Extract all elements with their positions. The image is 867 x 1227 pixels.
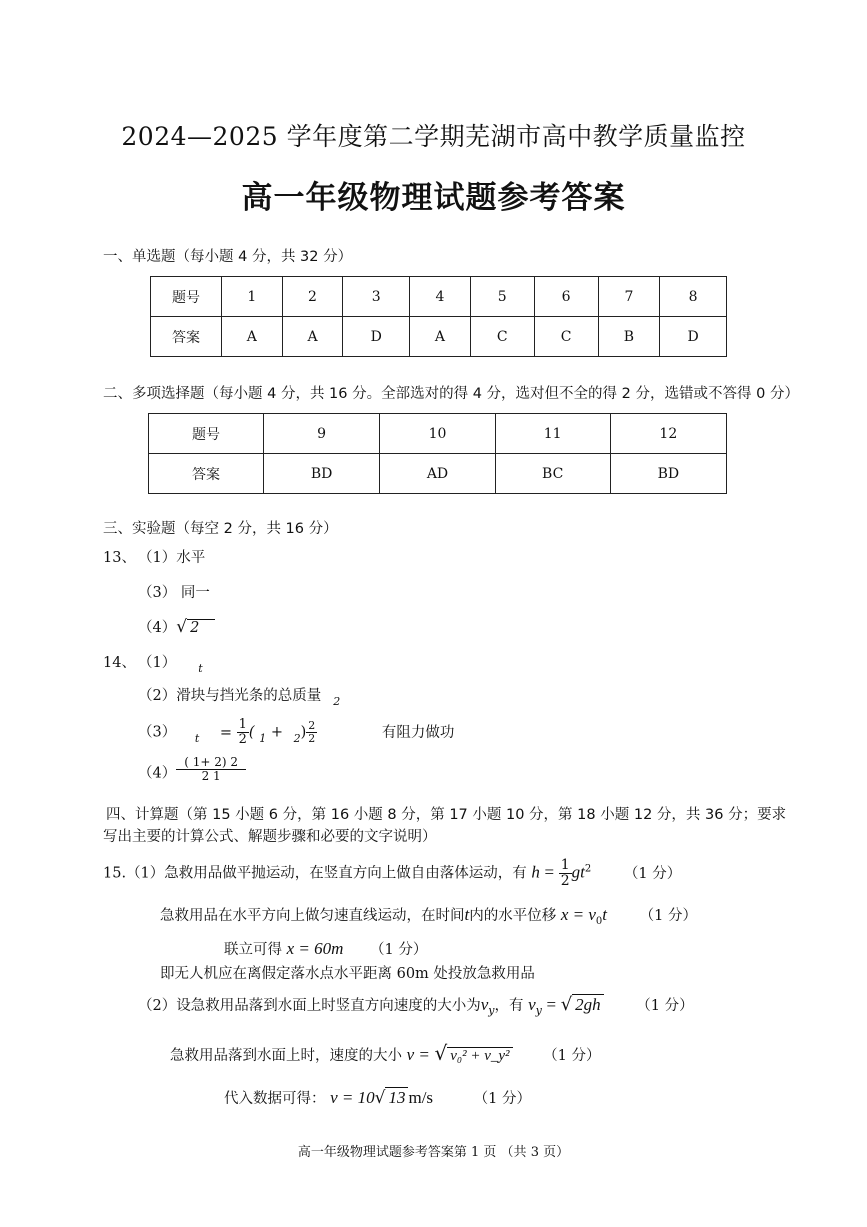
q14-answer-4-frac (176, 756, 246, 783)
row-label: 题号 (149, 414, 264, 454)
q14-answer-3-plus: + (270, 724, 283, 741)
multi-choice-table (148, 413, 727, 494)
q15-p1-h: h (531, 862, 540, 882)
q15-p7-text: 代入数据可得： (224, 1091, 326, 1107)
row-label: 答案 (149, 454, 264, 494)
question-number: 1 (222, 277, 283, 317)
q13-answer-3: （3） 同一 (138, 585, 210, 601)
q14-answer-3-sub-t: t (194, 731, 200, 745)
q14-answer-3-eq: = (219, 724, 233, 741)
q15-p5-text2: ，有 (494, 998, 524, 1014)
q15-p2-sub: 0 (595, 915, 603, 927)
q15-p7-formula: v = 10 (330, 1088, 375, 1107)
q15-p5-formula-v: v (528, 995, 536, 1014)
row-label: 题号 (151, 277, 222, 317)
page-footer: 高一年级物理试题参考答案第 1 页 （共 3 页） (297, 1145, 570, 1160)
answer-cell: B (598, 317, 660, 357)
q15-part1-conclusion: 即无人机应在离假定落水点水平距离 60m 处投放急救用品 (160, 966, 535, 982)
q13-label: 13、 (103, 550, 136, 566)
q15-p2-t: t (464, 905, 470, 924)
q14-answer-2-text: （2）滑块与挡光条的总质量 (138, 688, 322, 704)
answer-cell: D (660, 317, 727, 357)
q15-part2-result: 代入数据可得： v = 10√ 13 m/s （1 分） (224, 1088, 531, 1108)
frac-num: 2 (308, 719, 316, 732)
q15-p3-text: 联立可得 (224, 942, 282, 958)
frac-den: 2 (560, 873, 570, 889)
frac-num: 1 (238, 717, 247, 732)
answer-cell: A (410, 317, 471, 357)
frac-num: 1 (560, 857, 570, 873)
q14-answer-3-close: ) (300, 724, 307, 741)
section-2-heading: 二、多项选择题（每小题 4 分，共 16 分。全部选对的得 4 分，选对但不全的得 2 分，选错或不答得 0 分） (103, 386, 799, 402)
q15-p7-unit: m/s (408, 1088, 434, 1107)
q14-answer-1-prefix: （1） (138, 655, 177, 671)
q14-answer-3-sub2: 2 (293, 731, 301, 745)
answer-cell: A (222, 317, 283, 357)
table-row (149, 454, 727, 494)
exam-title: 2024—2025 学年度第二学期芜湖市高中教学质量监控 (121, 122, 746, 151)
question-number: 7 (598, 277, 660, 317)
section-4-heading-cont: 写出主要的计算公式、解题步骤和必要的文字说明） (103, 829, 437, 845)
answer-key-title: 高一年级物理试题参考答案 (241, 180, 626, 216)
question-number: 5 (470, 277, 534, 317)
q14-answer-3-paren: ( (248, 724, 255, 741)
q14-answer-3-frac2 (306, 720, 317, 745)
q15-p1-text: （1）急救用品做平抛运动，在竖直方向上做自由落体运动，有 (126, 865, 527, 882)
frac-num: ( 1+ 2) 2 (176, 756, 246, 770)
q15-p7-radicand: 13 (385, 1087, 408, 1108)
q15-p5-score: （1 分） (636, 998, 694, 1014)
q15-p1-score: （1 分） (623, 865, 682, 882)
q15-p6-score: （1 分） (543, 1048, 601, 1064)
table-row (151, 277, 727, 317)
answer-cell: AD (380, 454, 495, 494)
q14-answer-1-sub: t (198, 662, 203, 675)
q13-answer-4-prefix: （4） (138, 620, 177, 636)
q14-answer-2 (138, 684, 341, 708)
q15-p5-eq: = (546, 995, 557, 1014)
q14-answer-3-note: 有阻力做功 (381, 724, 455, 741)
question-number: 11 (495, 414, 610, 454)
question-number: 8 (660, 277, 727, 317)
answer-cell: D (343, 317, 410, 357)
q14-answer-2-sub: 2 (333, 695, 341, 708)
q15-p6-formula: v = (406, 1045, 430, 1064)
q15-p3-formula: x = 60m (286, 939, 344, 958)
q14-answer-4 (138, 755, 246, 787)
q15-p2-formula: x = v (560, 905, 596, 924)
q15-part1-horizontal (160, 904, 697, 927)
q15-label: 15. (103, 865, 127, 882)
q14-answer-1 (138, 651, 203, 675)
q15-part2-speed: 急救用品落到水面上时，速度的大小 v = √ v₀² + v_y² （1 分） (170, 1041, 601, 1065)
q15-p7-score: （1 分） (473, 1091, 531, 1107)
q15-p1-gt: gt (571, 862, 585, 882)
q14-answer-4-prefix: （4） (138, 765, 177, 782)
q15-part1-line (103, 858, 681, 889)
q15-p2-text2: 内的水平位移 (469, 908, 557, 924)
q14-answer-3-prefix: （3） (138, 724, 177, 741)
answer-cell: BC (495, 454, 610, 494)
q15-p6-text: 急救用品落到水面上时，速度的大小 (170, 1048, 402, 1064)
q15-part1-result (224, 938, 427, 959)
q14-label: 14、 (103, 655, 136, 671)
q13-answer-1: （1）水平 (138, 550, 206, 566)
q14-answer-3-sub1: 1 (259, 731, 267, 745)
answer-cell: C (470, 317, 534, 357)
section-4-heading: 四、计算题（第 15 小题 6 分，第 16 小题 8 分，第 17 小题 10 分，第 18 小题 12 分，共 36 分；要求 (106, 807, 787, 823)
q15-p2-score: （1 分） (639, 908, 697, 924)
q15-part2-line: （2）设急救用品落到水面上时竖直方向速度的大小为$v_y$，有 $v_y$ = √ 2gh （1 分） (138, 994, 694, 1017)
answer-cell: A (282, 317, 343, 357)
question-number: 4 (410, 277, 471, 317)
frac-den: 2 (238, 732, 247, 747)
q15-p5-v: v (480, 995, 489, 1014)
frac-den: 2 (308, 732, 316, 745)
question-number: 6 (534, 277, 598, 317)
q15-p1-eq: = (544, 862, 555, 882)
frac-den: 2 1 (201, 769, 221, 783)
table-row (151, 317, 727, 357)
question-number: 2 (282, 277, 343, 317)
question-number: 12 (610, 414, 726, 454)
q15-p5-vsub: y (488, 1003, 495, 1017)
single-choice-table (150, 276, 727, 357)
section-3-heading: 三、实验题（每空 2 分，共 16 分） (103, 521, 338, 537)
answer-cell: BD (610, 454, 726, 494)
section-1-heading: 一、单选题（每小题 4 分，共 32 分） (103, 249, 353, 265)
q13-answer-4-radicand: 2 (187, 619, 215, 636)
q13-answer-4: （4）√ 2 (138, 616, 215, 637)
answer-cell: BD (264, 454, 380, 494)
q15-p5-formula-sub: y (535, 1003, 542, 1017)
question-number: 3 (343, 277, 410, 317)
q15-p1-frac (559, 858, 572, 889)
table-row (149, 414, 727, 454)
q15-p5-text: （2）设急救用品落到水面上时竖直方向速度的大小为 (138, 998, 481, 1014)
q15-p3-score: （1 分） (370, 942, 428, 958)
q14-answer-3 (138, 718, 454, 747)
question-number: 10 (380, 414, 495, 454)
q15-p5-radicand: 2gh (572, 994, 604, 1015)
q15-p2-text: 急救用品在水平方向上做匀速直线运动，在时间 (160, 908, 465, 924)
row-label: 答案 (151, 317, 222, 357)
q15-p1-sup: 2 (584, 863, 592, 875)
q15-p2-t2: t (602, 905, 608, 924)
question-number: 9 (264, 414, 380, 454)
q14-answer-3-frac (237, 718, 249, 747)
answer-cell: C (534, 317, 598, 357)
q15-p6-radicand: v₀² + v_y² (447, 1047, 512, 1065)
